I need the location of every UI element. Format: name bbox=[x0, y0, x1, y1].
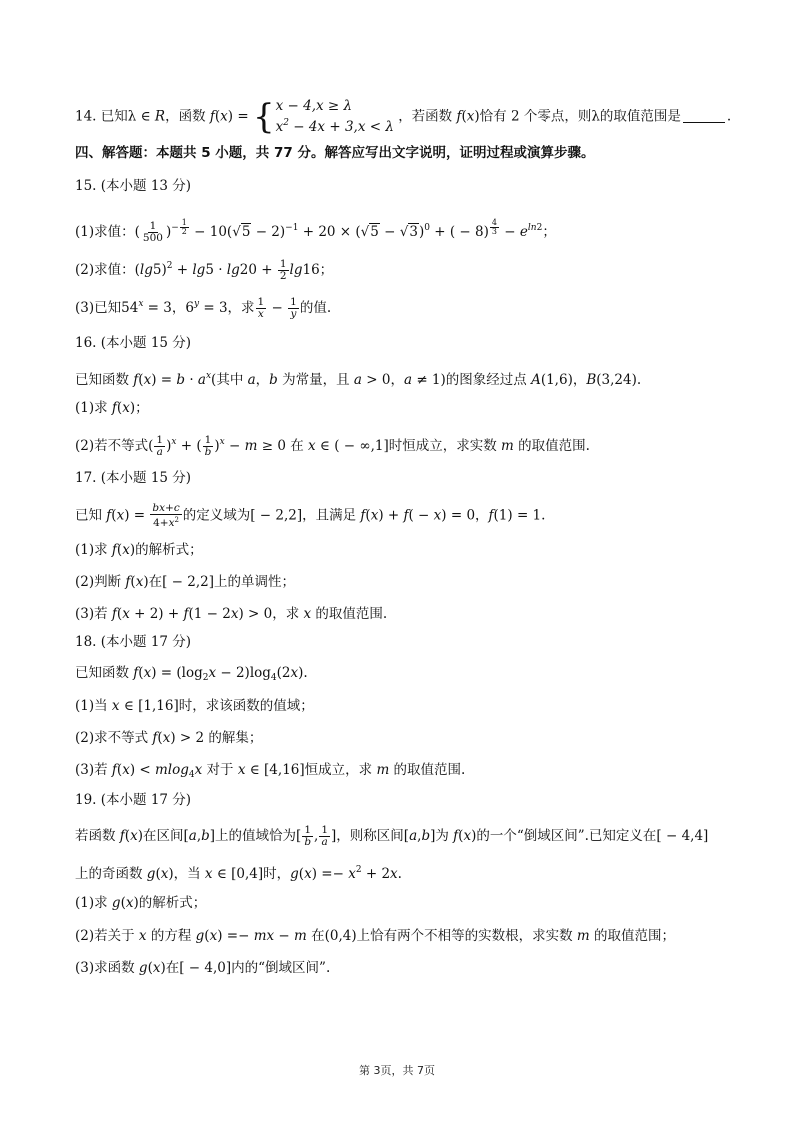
q17-part-1: (1)求 f(x)的解析式； bbox=[75, 542, 203, 558]
q17-stem: 已知 f(x) = $\frac{bx+c}{4+x^2}$ 的定义域为[ − 2,2]，且满足 f(x) + f( − x) = 0，f(1) = 1. bbox=[75, 502, 546, 529]
q15-header: 15. (本小题 13 分) bbox=[75, 178, 192, 194]
q19-stem-1: 若函数 f(x)在区间[a,b]上的值域恰为[ $\frac{1}{b}$ , $\frac{1}{a}$ ]，则称区间[a,b]为 f(x)的一个“倒域区间”.已知定义在[ − 4,4] bbox=[75, 824, 709, 848]
brace-icon: { bbox=[252, 97, 275, 137]
q15-part-2: (2)求值：$(\lg 5)^2 + \lg 5 \cdot \lg 20$ + $\frac{1}{2}$ lg16； bbox=[75, 258, 334, 282]
q17-header: 17. (本小题 15 分) bbox=[75, 470, 192, 486]
q18-part-3: (3)若 f(x) < mlog$_4$x 对于 x ∈ [4,16]恒成立，求 m 的取值范围. bbox=[75, 762, 466, 780]
q15-part-1: (1)求值：( $\frac{1}{500}$ )$^{- \frac{1}{2}}$ − $10(√5 - 2)^{-1} + 20 \times (√5 - √3)^0$ + ( − 8) $^{\frac{4}{3}}$ − $e^{ln2}$； bbox=[75, 218, 556, 244]
q16-header: 16. (本小题 15 分) bbox=[75, 335, 192, 351]
q18-part-1: (1)当 x ∈ [1,16]时，求该函数的值域； bbox=[75, 698, 314, 714]
q15-part-3: (3)已知$54^x = 3$，$6^y = 3$，求 $\frac{1}{x}$ − $\frac{1}{y}$ 的值. bbox=[75, 296, 332, 320]
section-4-title: 四、解答题：本题共 5 小题，共 77 分。解答应写出文字说明，证明过程或演算步骤。 bbox=[75, 145, 595, 161]
q17-part-2: (2)判断 f(x)在[ − 2,2]上的单调性； bbox=[75, 574, 295, 590]
q14-case-1: x − 4,x ≥ λ bbox=[275, 98, 353, 114]
q18-stem: 已知函数 $f(x) = (\log_2x - 2)\log_4(2x)$. bbox=[75, 665, 308, 683]
q18-part-2: (2)求不等式 f(x) > 2 的解集； bbox=[75, 730, 263, 746]
q16-part-1: (1)求 f(x)； bbox=[75, 400, 149, 416]
q14-end: . bbox=[726, 108, 732, 125]
q19-part-1: (1)求 g(x)的解析式； bbox=[75, 895, 207, 911]
q16-stem: 已知函数 $f(x) = b \cdot a^x$(其中 a，b 为常量，且 a > 0，a ≠ 1)的图象经过点 A(1,6)，B(3,24). bbox=[75, 371, 642, 388]
answer-blank[interactable] bbox=[683, 108, 725, 123]
q16-part-2: (2)若不等式( $\frac{1}{a}$ )$^x$ + ( $\frac{1}{b}$ )$^x$ − m ≥ 0 在 x ∈ ( − ∞,1]时恒成立，求实数 m 的取值范围. bbox=[75, 434, 590, 458]
q19-header: 19. (本小题 17 分) bbox=[75, 792, 192, 808]
q19-stem-2: 上的奇函数 g(x)，当 x ∈ [0,4]时，$g(x) =- x^2 + 2x$. bbox=[75, 865, 402, 882]
q17-part-3: (3)若 f(x + 2) + f(1 − 2x) > 0，求 x 的取值范围. bbox=[75, 606, 388, 622]
q14-piecewise bbox=[253, 98, 394, 136]
q14-suffix: ，若函数 f(x)恰有 2 个零点，则λ的取值范围是 bbox=[398, 108, 681, 125]
page-footer: 第 3页，共 7页 bbox=[359, 1064, 435, 1077]
q18-header: 18. (本小题 17 分) bbox=[75, 634, 192, 650]
q19-part-3: (3)求函数 g(x)在[ − 4,0]内的“倒域区间”. bbox=[75, 960, 331, 976]
q14-case-2: $x^2 - 4x + 3,x < \lambda$ bbox=[275, 118, 394, 135]
question-14 bbox=[75, 98, 731, 136]
q19-part-2: (2)若关于 x 的方程 g(x) =− mx − m 在(0,4)上恰有两个不相等的实数根，求实数 m 的取值范围； bbox=[75, 928, 676, 944]
q14-label: 14. 已知λ ∈ R，函数 f(x) = bbox=[75, 108, 253, 125]
